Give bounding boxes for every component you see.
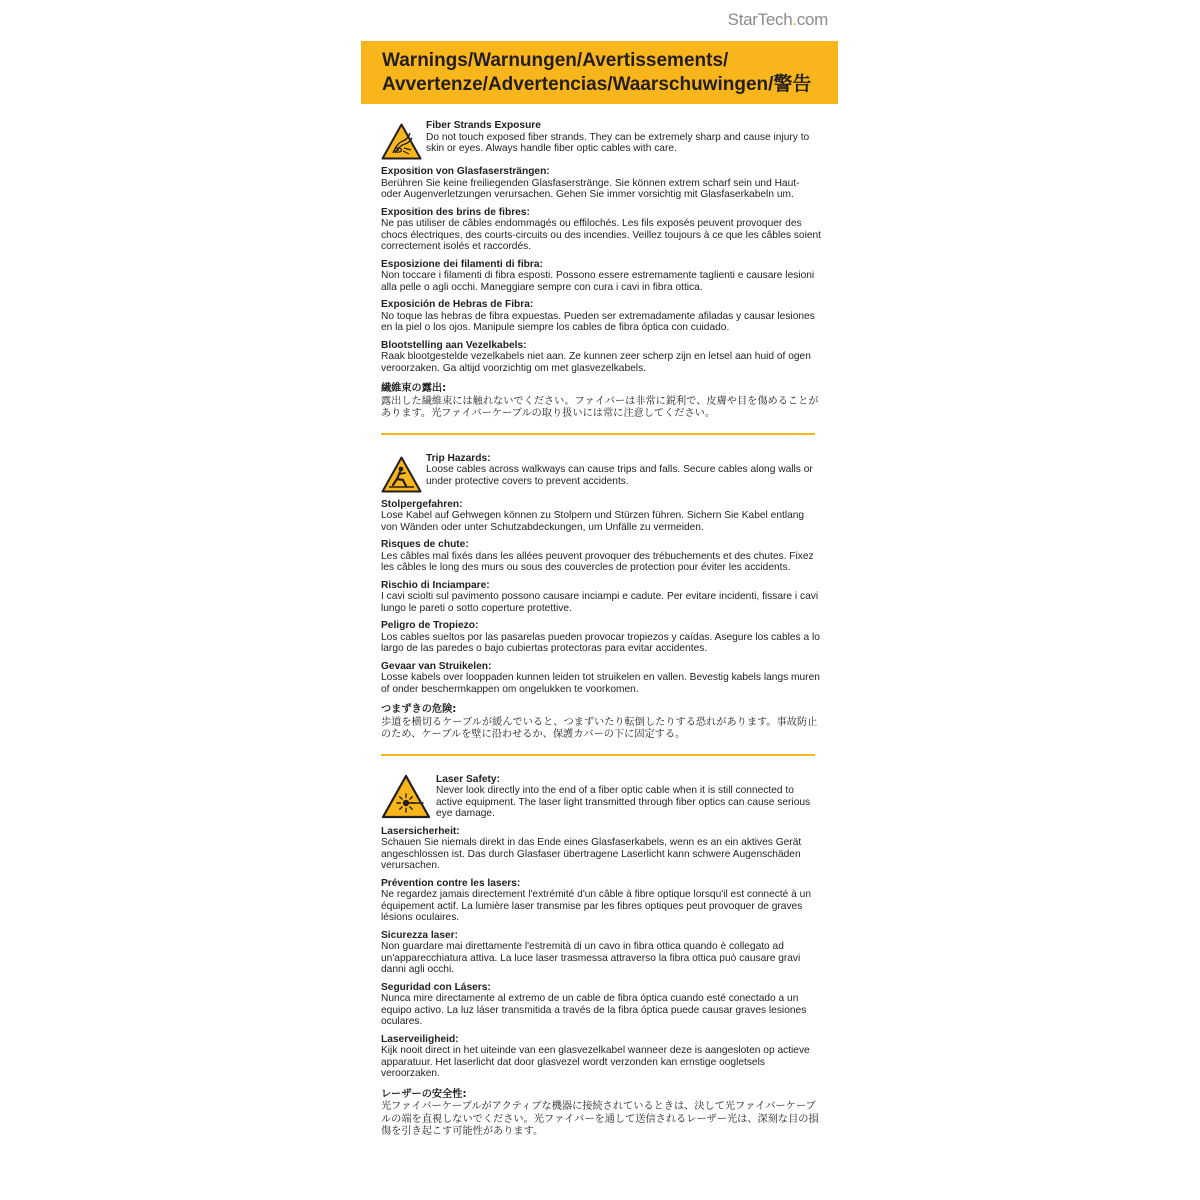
lang-block-it [381, 930, 821, 976]
block-body: 歩道を横切るケーブルが緩んでいると、つまずいたり転倒したりする恐れがあります。事故防止のため、ケーブルを壁に沿わせるか、保護カバーの下に固定する。 [381, 716, 818, 740]
block-heading: Gevaar van Struikelen: [381, 660, 492, 672]
block-heading: Blootstelling aan Vezelkabels: [381, 339, 527, 351]
block-heading: Risques de chute: [381, 539, 469, 550]
block-heading: レーザーの安全性: [381, 1088, 467, 1100]
block-heading: Exposition des brins de fibres: [381, 206, 530, 218]
lang-block-nl [381, 340, 821, 375]
section-heading: Laser Safety: [436, 773, 500, 785]
block-body: Lose Kabel auf Gehwegen können zu Stolpern und Stürzen führen. Sichern Sie Kabel entlang von Wänden oder unter Schutzabdeckungen, um Unfälle zu vermeiden. [381, 510, 805, 533]
block-body: Berühren Sie keine freiliegenden Glasfaserstränge. Sie können extrem scharf sein und Haut- oder Augenverletzungen verursachen. Gehen Sie immer vorsichtig mit Glasfaserkabeln um. [381, 177, 800, 200]
lang-block-es [381, 299, 821, 334]
block-heading: Esposizione dei filamenti di fibra: [381, 258, 543, 270]
section-divider [381, 433, 815, 435]
section-intro [381, 453, 821, 493]
block-body: Nunca mire directamente al extremo de un cable de fibra óptica cuando esté conectado a un equipo activo. La luz láser transmitida a través de la fibra óptica puede causar graves lesiones oculares. [381, 993, 807, 1027]
warning-sections [381, 120, 821, 1145]
block-body: Kijk nooit direct in het uiteinde van een glasvezelkabel wanneer deze is aangesloten op actieve apparatuur. Het laserlicht dat door glasvezel wordt verzonden kan ernstige oogletsels veroorzaken. [381, 1045, 810, 1079]
lang-block-nl [381, 1034, 821, 1080]
block-heading: Laserveiligheid: [381, 1033, 459, 1045]
lang-block-it [381, 259, 821, 294]
block-body: Non guardare mai direttamente l'estremità di un cavo in fibra ottica quando è collegato ad un'apparecchiatura attiva. La luce laser trasmessa attraverso la fibra ottica può causare gravi danni agli occhi. [381, 941, 801, 975]
block-body: Ne regardez jamais directement l'extrémité d'un câble à fibre optique lorsqu'il est connecté à un équipement actif. La lumière laser transmise par les fibres optiques peut provoquer de graves lésions oculaires. [381, 889, 811, 923]
laser-warning-icon [381, 774, 431, 819]
banner-title-line-1: Warnings/Warnungen/Avertissements/ [382, 50, 729, 71]
warnings-banner [361, 41, 838, 104]
lang-block-nl [381, 661, 821, 696]
block-heading: Sicurezza laser: [381, 929, 459, 941]
lang-block-de [381, 826, 821, 872]
section-intro [381, 120, 821, 160]
section-laser-safety [381, 774, 821, 1139]
block-body: Los cables sueltos por las pasarelas pueden provocar tropiezos y caídas. Asegure los cables a lo largo de las paredes o bajo cubiertas protectoras para evitar accidentes. [381, 631, 820, 654]
block-heading: Stolpergefahren: [381, 498, 463, 510]
lang-block-de [381, 166, 821, 201]
block-body: Les câbles mal fixés dans les allées peuvent provoquer des trébuchements et des chutes. Fixez les câbles le long des murs ou sous des couvercles de protection pour éviter les accidents. [381, 550, 814, 573]
block-heading: Peligro de Tropiezo: [381, 620, 479, 631]
section-body: Never look directly into the end of a fiber optic cable when it is still connected to active equipment. The laser light transmitted through fiber optics can cause serious eye damage. [436, 785, 811, 819]
block-heading: Seguridad con Lásers: [381, 981, 491, 993]
section-heading: Trip Hazards: [426, 452, 491, 464]
lang-block-it [381, 580, 821, 615]
trip-hazard-warning-icon [381, 456, 422, 493]
block-body: Schauen Sie niemals direkt in das Ende eines Glasfaserkabels, wenn es an ein aktives Gerät angeschlossen ist. Das durch Glasfaser übertragene Laserlicht kann schwere Augenschäden verursachen. [381, 837, 802, 871]
lang-block-fr [381, 878, 821, 924]
block-body: 露出した繊維束には触れないでください。ファイバーは非常に鋭利で、皮膚や目を傷めることがあります。光ファイバーケーブルの取り扱いには常に注意してください。 [381, 395, 819, 419]
block-heading: 繊維束の露出: [381, 383, 447, 394]
banner-title-line-2: Avvertenze/Advertencias/Waarschuwingen/警告 [382, 74, 812, 95]
section-trip-hazards [381, 453, 821, 756]
lang-block-ja [381, 704, 821, 742]
brand-logo: StarTech.com [727, 10, 828, 29]
lang-block-fr [381, 207, 821, 253]
block-heading: Lasersicherheit: [381, 825, 460, 837]
fiber-strands-warning-icon [381, 123, 422, 160]
block-body: Non toccare i filamenti di fibra esposti. Possono essere estremamente taglienti e causare lesioni alla pelle o agli occhi. Maneggiare sempre con cura i cavi in fibra ottica. [381, 270, 815, 293]
lang-block-de [381, 499, 821, 534]
lang-block-ja [381, 1089, 821, 1139]
section-divider [381, 754, 815, 756]
block-heading: Exposition von Glasfasersträngen: [381, 166, 550, 177]
block-heading: つまずきの危険: [381, 704, 457, 715]
block-body: Raak blootgestelde vezelkabels niet aan. Ze kunnen zeer scherp zijn en letsel aan huid of ogen veroorzaken. Ga altijd voorzichtig om met glasvezelkabels. [381, 351, 811, 374]
section-body: Loose cables across walkways can cause trips and falls. Secure cables along walls or under protective covers to prevent accidents. [426, 464, 813, 487]
section-fiber-strands [381, 120, 821, 435]
block-body: No toque las hebras de fibra expuestas. Pueden ser extremadamente afiladas y causar lesiones en la piel o los ojos. Manipule siempre los cables de fibra óptica con cuidado. [381, 310, 815, 333]
section-intro [381, 774, 821, 820]
block-heading: Rischio di Inciampare: [381, 579, 490, 591]
lang-block-es [381, 620, 821, 655]
lang-block-fr [381, 539, 821, 574]
section-body: Do not touch exposed fiber strands. They can be extremely sharp and cause injury to skin or eyes. Always handle fiber optic cables with care. [426, 131, 810, 154]
block-body: Ne pas utiliser de câbles endommagés ou effilochés. Les fils exposés peuvent provoquer des chocs électriques, des courts-circuits ou des incendies. Veillez toujours à ce que les câbles soient correctement isolés et raccordés. [381, 218, 821, 252]
block-heading: Prévention contre les lasers: [381, 877, 521, 889]
block-body: Losse kabels over looppaden kunnen leiden tot struikelen en vallen. Bevestig kabels langs muren of onder beschermkappen om ongelukken te voorkomen. [381, 672, 820, 695]
lang-block-es [381, 982, 821, 1028]
block-heading: Exposición de Hebras de Fibra: [381, 299, 534, 310]
block-body: 光ファイバーケーブルがアクティブな機器に接続されているときは、決して光ファイバーケーブルの端を直視しないでください。光ファイバーを通して送信されるレーザー光は、深刻な目の損傷を引き起こす可能性があります。 [381, 1101, 819, 1137]
block-body: I cavi sciolti sul pavimento possono causare inciampi e cadute. Per evitare incidenti, fissare i cavi lungo le pareti o sotto coperture protettive. [381, 591, 819, 614]
section-heading: Fiber Strands Exposure [426, 120, 541, 131]
lang-block-ja [381, 383, 821, 421]
